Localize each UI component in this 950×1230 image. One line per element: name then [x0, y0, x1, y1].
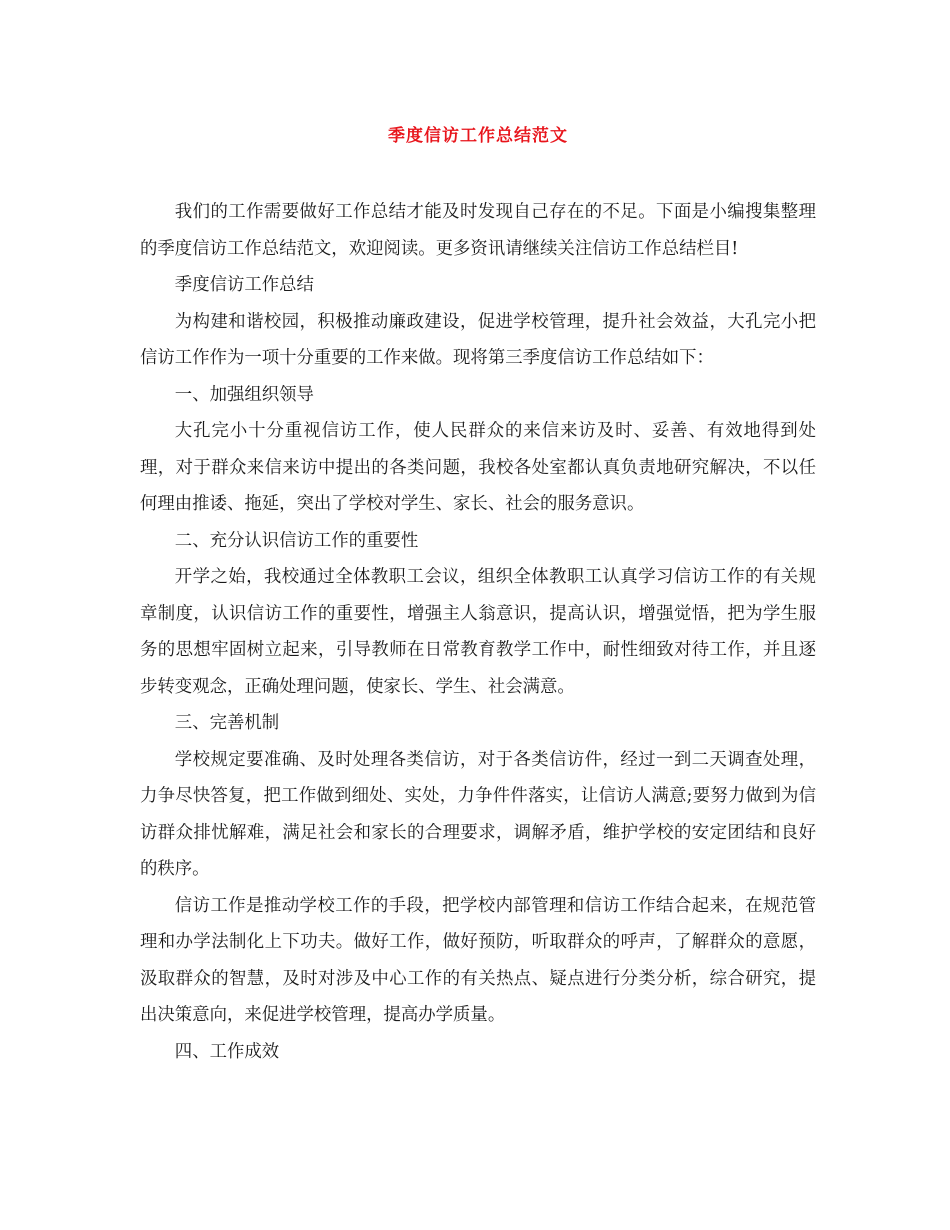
section-heading: 一、加强组织领导: [174, 384, 314, 405]
section-heading: 三、完善机制: [174, 713, 280, 733]
body-paragraph: 信访工作是推动学校工作的手段，把学校内部管理和信访工作结合起来，在规范管理和办学法制化上下功夫。做好工作，做好预防，听取群众的呼声，了解群众的意愿，汲取群众的智慧，及时对涉及中心工作的有关热点、疑点进行分类分析，综合研究，提出决策意向，来促进学校管理，提高办学质量。: [140, 895, 816, 1025]
section-heading: 季度信访工作总结: [174, 275, 314, 295]
document-body: [140, 194, 816, 1070]
body-paragraph: 开学之始，我校通过全体教职工会议，组织全体教职工认真学习信访工作的有关规章制度，认识信访工作的重要性，增强主人翁意识，提高认识，增强觉悟，把为学生服务的思想牢固树立起来，引导教师在日常教育教学工作中，耐性细致对待工作，并且逐步转变观念，正确处理问题，使家长、学生、社会满意。: [140, 567, 816, 697]
body-paragraph: 大孔完小十分重视信访工作，使人民群众的来信来访及时、妥善、有效地得到处理，对于群众来信来访中提出的各类问题，我校各处室都认真负责地研究解决，不以任何理由推诿、拖延，突出了学校对学生、家长、社会的服务意识。: [140, 421, 816, 514]
intro-paragraph: 我们的工作需要做好工作总结才能及时发现自己存在的不足。下面是小编搜集整理的季度信访工作总结范文，欢迎阅读。更多资讯请继续关注信访工作总结栏目!: [140, 202, 816, 259]
body-paragraph: 为构建和谐校园，积极推动廉政建设，促进学校管理，提升社会效益，大孔完小把信访工作作为一项十分重要的工作来做。现将第三季度信访工作总结如下：: [140, 311, 816, 368]
body-paragraph: 学校规定要准确、及时处理各类信访，对于各类信访件，经过一到二天调查处理，力争尽快答复，把工作做到细处、实处，力争件件落实，让信访人满意;要努力做到为信访群众排忧解难，满足社会和家长的合理要求，调解矛盾，维护学校的安定团结和良好的秩序。: [140, 749, 816, 879]
document-title: 季度信访工作总结范文: [388, 126, 568, 146]
section-heading: 二、充分认识信访工作的重要性: [174, 530, 419, 551]
section-heading: 四、工作成效: [174, 1041, 280, 1062]
